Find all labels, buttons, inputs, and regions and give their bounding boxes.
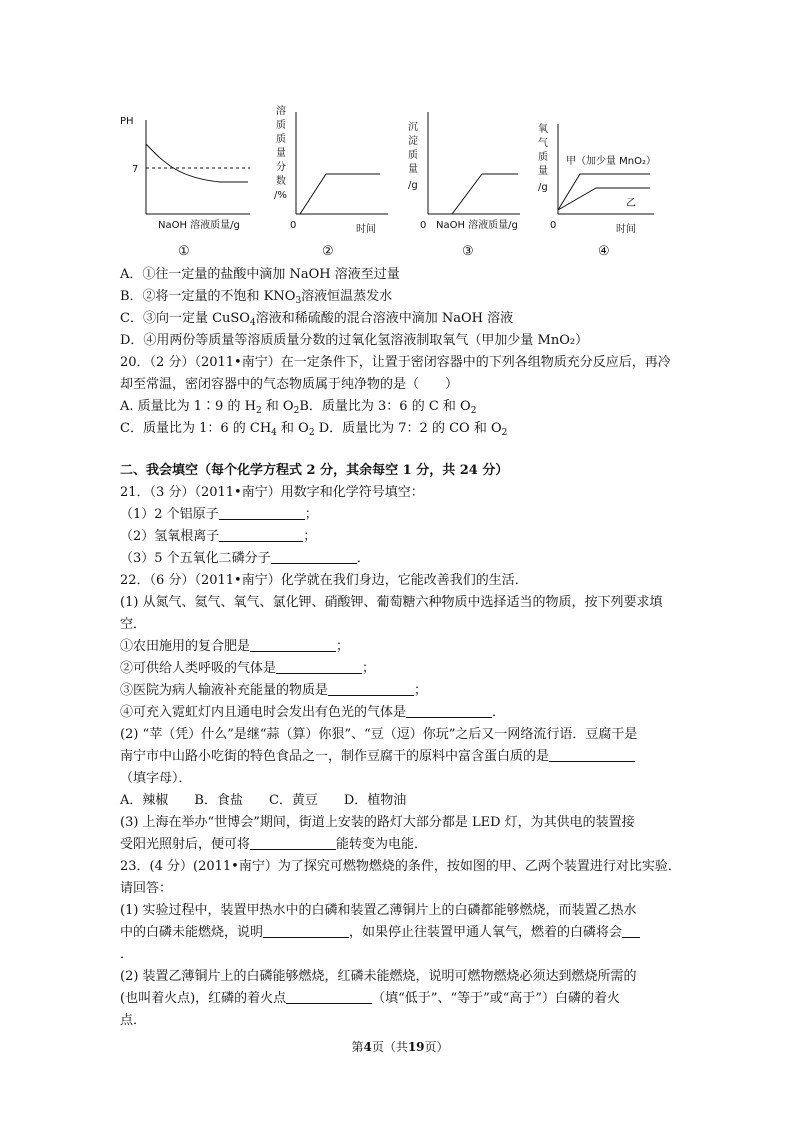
answer-blank[interactable] [250,836,336,850]
q22-p1-line2: 空． [120,617,147,632]
q22-p2-line2: 南宁市中山路小吃街的特色食品之一，制作豆腐干的原料中富含蛋白质的是 [120,748,635,766]
q22-s1: ①农田施用的复合肥是 ； [120,639,350,654]
g2-y-char: 量 [276,148,286,159]
g2-curve [300,174,380,214]
g2-y-char: 溶 [276,106,286,117]
q21-title: 21．（3 分）（2011•南宁）用数字和化学符号填空： [120,485,424,500]
answer-blank[interactable] [263,924,349,938]
q21-item-2: （2）氢氧根离子 ； [120,529,317,544]
q23-p1-line1: (1) 实验过程中，装置甲热水中的白磷和装置乙薄铜片上的白磷都能够燃烧，而装置乙热水 [120,903,637,918]
g1-curve [146,144,248,182]
g2-origin: 0 [290,220,297,231]
g3-curve [428,174,518,214]
q20-options-ab: A. 质量比为 1∶9 的 $H_2$ 和 $O_2B$．质量比为 3：6 的 C 和 $O_2$ [120,399,477,416]
g4-y-char: 氧 [538,124,548,135]
footer-total-pages: 19 [407,1040,425,1054]
q22-s4: ④可充入霓虹灯内且通电时会发出有色光的气体是 ． [120,705,506,720]
g4-curve-b [558,188,650,210]
q20-line1: 20．（2 分）（2011•南宁）在一定条件下，让置于密闭容器中的下列各组物质充分反应后，再冷 [120,355,671,370]
q22-p3-line1: (3) 上海在举办“世博会”期间，街道上安装的路灯大部分都是 LED 灯，为其供电的装置接 [120,815,635,830]
g2-y-char: /% [274,190,287,201]
section-2-title: 二、我会填空（每个化学方程式 2 分，其余每空 1 分，共 24 分） [120,463,509,478]
q22-s2: ②可供给人类呼吸的气体是 ； [120,661,376,676]
q21-item-3: （3）5 个五氧化二磷分子 ． [120,551,370,566]
g2-y-char: 质 [276,134,286,145]
graphs-svg [110,102,710,262]
q22-s3: ③医院为病人输液补充能量的物质是 ； [120,683,428,698]
q23-p2-line2: (也叫着火点)，红磷的着火点 （填“低于”、“等于”或“高于”）白磷的着火 [120,991,621,1006]
q20-line2: 却至常温，密闭容器中的气态物质属于纯净物的是（ ） [120,377,459,392]
g4-x-axis: 时间 [616,224,636,235]
g1-y-axis: PH [120,116,134,127]
q23-p2-line1: (2) 装置乙薄铜片上的白磷能够燃烧，红磷未能燃烧，说明可燃物燃烧必须达到燃烧所需的 [120,969,637,984]
q23-p1-line3: ． [120,947,134,962]
answer-blank[interactable] [328,682,414,696]
g2-y-char: 数 [276,176,286,187]
g4-label-a: 甲（加少量 MnO₂） [566,156,657,167]
g4-y-char: 量 [538,166,548,177]
answer-blank[interactable] [622,924,640,938]
q23-title: 23．(4 分）(2011•南宁）为了探究可燃物燃烧的条件，按如图的甲、乙两个装置进行对比实验． [120,859,681,874]
answer-blank[interactable] [276,660,362,674]
g3-y-char: 量 [408,164,418,175]
q19-option-a: A．①往一定量的盐酸中滴加 NaOH 溶液至过量 [120,267,400,282]
g3-index: ③ [462,244,474,259]
g4-origin: 0 [550,220,557,231]
q22-p3-line2: 受阳光照射后，便可将 能转变为电能． [120,837,428,852]
g2-y-char: 分 [276,162,286,173]
g4-label-b: 乙 [626,198,636,209]
q23-p2-line3: 点． [120,1013,147,1028]
q19-option-d: D．④用两份等质量等溶质质量分数的过氧化氢溶液制取氧气（甲加少量 MnO₂） [120,333,589,348]
q22-p2-options: A．辣椒 B．食盐 C．黄豆 D．植物油 [120,793,407,808]
answer-blank[interactable] [219,506,305,520]
g3-y-char: 质 [408,150,418,161]
footer-page-number: 4 [363,1040,372,1054]
q19-option-b: B．②将一定量的不饱和 $KNO_3$溶液恒温蒸发水 [120,289,393,306]
q23-ask: 请回答： [120,881,173,896]
q22-title: 22．（6 分）（2011•南宁）化学就在我们身边，它能改善我们的生活． [120,573,528,588]
g1-x-axis: NaOH 溶液质量/g [158,220,240,231]
q23-p1-line2: 中的白磷未能燃烧，说明 ，如果停止往装置甲通人氧气，燃着的白磷将会 [120,924,640,942]
answer-blank[interactable] [286,990,372,1004]
answer-blank[interactable] [406,704,492,718]
g2-index: ② [322,244,334,259]
q21-item-1: （1）2 个铝原子 ； [120,507,318,522]
q22-p1-line1: (1) 从氮气、氦气、氧气、氯化钾、硝酸钾、葡萄糖六种物质中选择适当的物质，按下列要求填 [120,595,663,610]
g4-y-char: 气 [538,138,548,149]
g4-index: ④ [598,244,610,259]
g2-y-char: 质 [276,120,286,131]
g2-x-axis: 时间 [356,224,376,235]
page-footer: 第4页（共19页） [351,1040,449,1054]
q22-p2-line3: （填字母）． [120,771,192,786]
g4-y-char: 质 [538,152,548,163]
graph-2 [274,104,388,259]
graph-3 [408,112,520,259]
graph-1 [120,116,250,259]
answer-blank[interactable] [549,748,635,762]
q20-options-cd: C．质量比为 1：6 的 $CH_4$ 和 $O_2$ D．质量比为 7：2 的 CO 和 $O_2$ [120,421,508,438]
answer-blank[interactable] [219,528,303,542]
g3-y-char: 淀 [408,136,418,147]
answer-blank[interactable] [271,550,357,564]
g4-curve-a [558,174,650,210]
g1-index: ① [178,244,190,259]
graphs-row [110,102,710,262]
answer-blank[interactable] [250,638,336,652]
g1-tick-7: 7 [132,164,139,175]
graph-4 [538,122,656,259]
g4-y-char: /g [538,182,548,193]
g3-origin: 0 [420,220,427,231]
q19-option-c: C．③向一定量 CuSO$_4$溶液和稀硫酸的混合溶液中滴加 NaOH 溶液 [120,311,514,328]
g3-y-char: /g [408,180,418,191]
q22-p2-line1: (2) “苹（凭）什么”是继“蒜（算）你狠”、“豆（逗）你玩”之后又一网络流行语．豆腐干是 [120,727,638,742]
g3-y-char: 沉 [408,122,418,133]
g3-x-axis: NaOH 溶液质量/g [436,220,518,231]
